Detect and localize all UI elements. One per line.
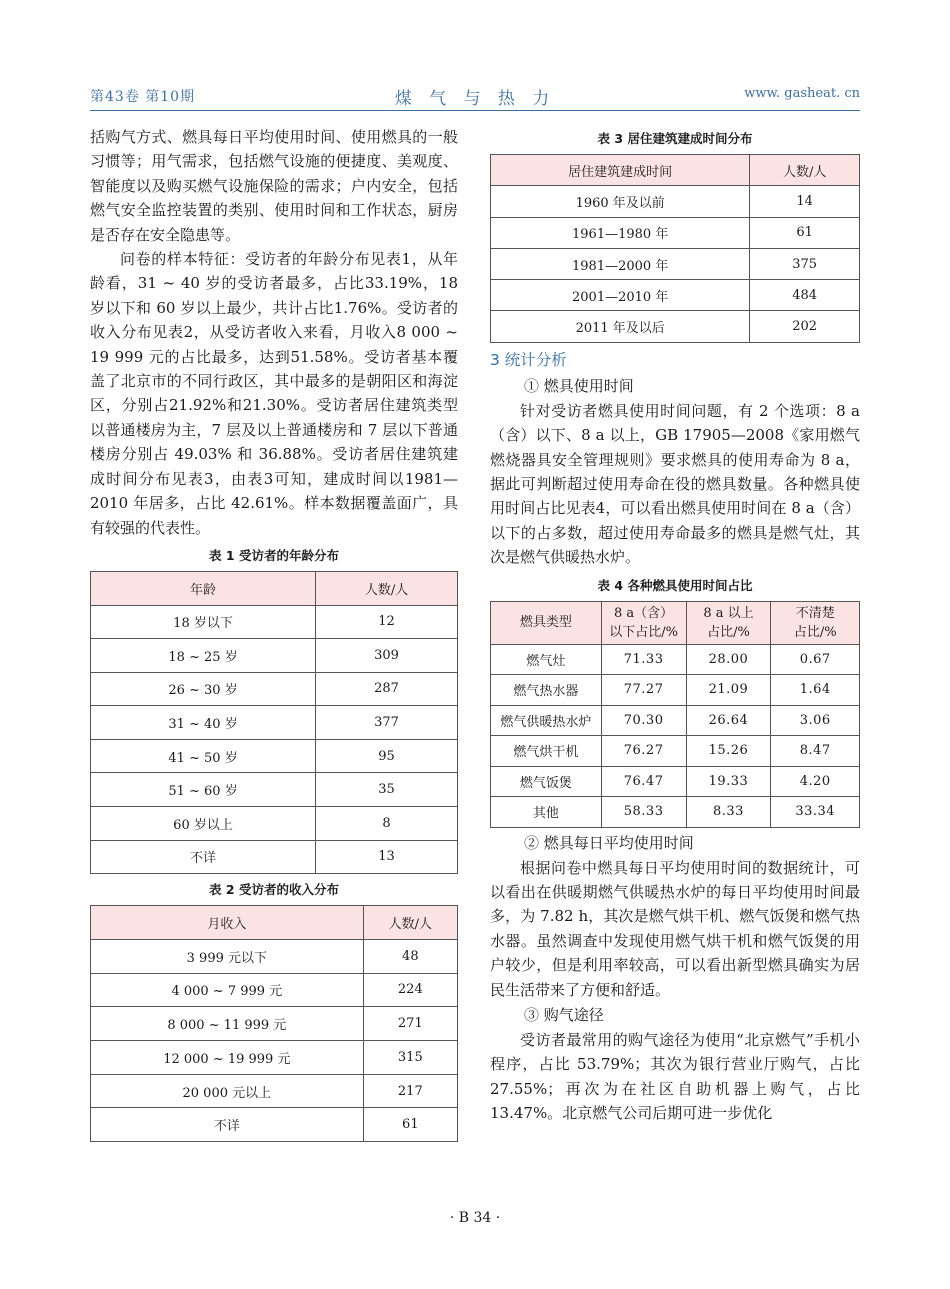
table2-caption: 表 2 受访者的收入分布 bbox=[209, 882, 339, 898]
table1-cell: 377 bbox=[316, 706, 458, 740]
table4-cell: 71.33 bbox=[601, 644, 686, 675]
table4-cell: 76.27 bbox=[601, 736, 686, 767]
table2-row bbox=[91, 1041, 458, 1075]
table2-cell: 不详 bbox=[91, 1108, 364, 1142]
table4-header-unknown: 不清楚 占比/% bbox=[771, 601, 860, 644]
table4-cell: 58.33 bbox=[601, 797, 686, 828]
table1-cell: 309 bbox=[316, 639, 458, 673]
table1-row bbox=[91, 639, 458, 673]
subheading-purchase-channel: ③ 购气途径 bbox=[524, 1006, 604, 1025]
table4-cell: 4.20 bbox=[771, 766, 860, 797]
table3-cell: 1961—1980 年 bbox=[491, 217, 750, 248]
appliance-usage-table bbox=[490, 601, 860, 828]
table2-cell: 3 999 元以下 bbox=[91, 939, 364, 973]
table1-cell: 26 ~ 30 岁 bbox=[91, 672, 316, 706]
table1-cell: 13 bbox=[316, 840, 458, 874]
table1-cell: 51 ~ 60 岁 bbox=[91, 773, 316, 807]
table1-body bbox=[91, 605, 458, 874]
journal-title: 煤 气 与 热 力 bbox=[394, 89, 556, 109]
table3-row bbox=[491, 248, 860, 279]
table4-header-under8: 8 a（含） 以下占比/% bbox=[601, 601, 686, 644]
table2-cell: 20 000 元以上 bbox=[91, 1074, 364, 1108]
table4-cell: 19.33 bbox=[686, 766, 771, 797]
table2-cell: 224 bbox=[363, 973, 457, 1007]
table2-row bbox=[91, 973, 458, 1007]
table4-cell: 76.47 bbox=[601, 766, 686, 797]
table1-cell: 95 bbox=[316, 739, 458, 773]
website-link[interactable]: www. gasheat. cn bbox=[744, 86, 860, 101]
subheading-usage-time: ① 燃具使用时间 bbox=[524, 376, 634, 395]
table4-header-type: 燃具类型 bbox=[491, 601, 602, 644]
table2-cell: 271 bbox=[363, 1007, 457, 1041]
table3-row bbox=[491, 280, 860, 311]
table1-row bbox=[91, 807, 458, 841]
table2-cell: 4 000 ~ 7 999 元 bbox=[91, 973, 364, 1007]
table2-cell: 12 000 ~ 19 999 元 bbox=[91, 1041, 364, 1075]
table4-body bbox=[491, 644, 860, 827]
section-heading-statistics: 3 统计分析 bbox=[490, 350, 567, 369]
table4-cell: 33.34 bbox=[771, 797, 860, 828]
table1-cell: 31 ~ 40 岁 bbox=[91, 706, 316, 740]
table4-cell: 燃气烘干机 bbox=[491, 736, 602, 767]
table1-row bbox=[91, 739, 458, 773]
table2-cell: 217 bbox=[363, 1074, 457, 1108]
table2-row bbox=[91, 1007, 458, 1041]
table4-cell: 21.09 bbox=[686, 675, 771, 706]
table4-row bbox=[491, 644, 860, 675]
paragraph-survey-content: 括购气方式、燃具每日平均使用时间、使用燃具的一般习惯等；用气需求，包括燃气设施的便捷度、美观度、智能度以及购买燃气设施保险的需求；户内安全，包括燃气安全监控装置的类别、使用时间和工作状态，厨房是否存在安全隐患等。 bbox=[90, 128, 458, 244]
table4-cell: 8.33 bbox=[686, 797, 771, 828]
table1-cell: 18 ~ 25 岁 bbox=[91, 639, 316, 673]
table1-header-age: 年龄 bbox=[91, 571, 316, 605]
table4-row bbox=[491, 736, 860, 767]
table1-cell: 不详 bbox=[91, 840, 316, 874]
table2-cell: 48 bbox=[363, 939, 457, 973]
table1-caption: 表 1 受访者的年龄分布 bbox=[209, 547, 339, 563]
table4-cell: 26.64 bbox=[686, 705, 771, 736]
table4-row bbox=[491, 797, 860, 828]
table3-cell: 2001—2010 年 bbox=[491, 280, 750, 311]
table3-cell: 14 bbox=[750, 186, 860, 217]
table3-cell: 2011 年及以后 bbox=[491, 311, 750, 342]
table4-cell: 77.27 bbox=[601, 675, 686, 706]
paragraph-daily-usage: 根据问卷中燃具每日平均使用时间的数据统计，可以看出在供暖期燃气供暖热水炉的每日平均使用时间最多，为 7.82 h，其次是燃气烘干机、燃气饭煲和燃气热水器。虽然调查中发现使用燃气烘干机和燃气饭煲的用户较少，但是利用率较高，可以看出新型燃具确实为居民生活带来了方便和舒适。 bbox=[490, 858, 860, 999]
table3-cell: 484 bbox=[750, 280, 860, 311]
table2-row bbox=[91, 1074, 458, 1108]
table1-cell: 287 bbox=[316, 672, 458, 706]
table2-cell: 315 bbox=[363, 1041, 457, 1075]
table2-cell: 8 000 ~ 11 999 元 bbox=[91, 1007, 364, 1041]
right-column bbox=[490, 125, 860, 1126]
table4-cell: 15.26 bbox=[686, 736, 771, 767]
table4-row bbox=[491, 705, 860, 736]
income-distribution-table bbox=[90, 905, 458, 1142]
table1-cell: 41 ~ 50 岁 bbox=[91, 739, 316, 773]
table1-cell: 12 bbox=[316, 605, 458, 639]
age-distribution-table bbox=[90, 571, 458, 874]
table4-cell: 3.06 bbox=[771, 705, 860, 736]
table4-row bbox=[491, 766, 860, 797]
table4-cell: 0.67 bbox=[771, 644, 860, 675]
table1-row bbox=[91, 672, 458, 706]
table1-row bbox=[91, 840, 458, 874]
table1-cell: 18 岁以下 bbox=[91, 605, 316, 639]
table4-cell: 燃气热水器 bbox=[491, 675, 602, 706]
table4-cell: 其他 bbox=[491, 797, 602, 828]
table4-cell: 燃气供暖热水炉 bbox=[491, 705, 602, 736]
table2-row bbox=[91, 939, 458, 973]
table2-row bbox=[91, 1108, 458, 1142]
building-age-table bbox=[490, 154, 860, 343]
table3-cell: 375 bbox=[750, 248, 860, 279]
page-header bbox=[90, 86, 860, 112]
table2-cell: 61 bbox=[363, 1108, 457, 1142]
table4-cell: 燃气灶 bbox=[491, 644, 602, 675]
subheading-daily-usage: ② 燃具每日平均使用时间 bbox=[524, 833, 694, 852]
table4-cell: 燃气饭煲 bbox=[491, 766, 602, 797]
table1-header-count: 人数/人 bbox=[316, 571, 458, 605]
table3-row bbox=[491, 217, 860, 248]
table1-row bbox=[91, 605, 458, 639]
table4-cell: 70.30 bbox=[601, 705, 686, 736]
table3-body bbox=[491, 186, 860, 342]
paragraph-usage-time: 针对受访者燃具使用时间问题，有 2 个选项：8 a（含）以下、8 a 以上，GB 17905—2008《家用燃气燃烧器具安全管理规则》要求燃具的使用寿命为 8 a，据此可判断超过使用寿命在役的燃具数量。各种燃具使用时间占比见表4，可以看出燃具使用时间在 8 a（含）以下的占多数，超过使用寿命最多的燃具是燃气灶，其次是燃气供暖热水炉。 bbox=[490, 401, 860, 567]
left-column bbox=[90, 125, 458, 1142]
page-number: · B 34 · bbox=[449, 1210, 501, 1226]
header-rule bbox=[90, 110, 860, 111]
table4-header-over8: 8 a 以上 占比/% bbox=[686, 601, 771, 644]
table4-caption: 表 4 各种燃具使用时间占比 bbox=[597, 577, 753, 593]
table3-row bbox=[491, 186, 860, 217]
paragraph-sample-features: 问卷的样本特征：受访者的年龄分布见表1，从年龄看，31 ~ 40 岁的受访者最多，占比33.19%，18 岁以下和 60 岁以上最少，共计占比1.76%。受访者的收入分布见表2，从受访者收入来看，月收入8 000 ~ 19 999 元的占比最多，达到51.58%。受访者基本覆盖了北京市的不同行政区，其中最多的是朝阳区和海淀区，分别占21.92%和21.30%。受访者居住建筑类型以普通楼房为主，7 层及以上普通楼房和 7 层以下普通楼房分别占 49.03% 和 36.88%。受访者居住建筑建成时间分布见表3，由表3可知，建成时间以1981—2010 年居多，占比 42.61%。样本数据覆盖面广，具有较强的代表性。 bbox=[90, 250, 458, 537]
table3-cell: 61 bbox=[750, 217, 860, 248]
table3-cell: 1960 年及以前 bbox=[491, 186, 750, 217]
table4-cell: 28.00 bbox=[686, 644, 771, 675]
journal-issue: 第43卷 第10期 bbox=[90, 89, 196, 105]
table2-header-count: 人数/人 bbox=[363, 906, 457, 940]
table1-row bbox=[91, 773, 458, 807]
table3-cell: 202 bbox=[750, 311, 860, 342]
table2-body bbox=[91, 939, 458, 1141]
table1-cell: 60 岁以上 bbox=[91, 807, 316, 841]
table4-cell: 1.64 bbox=[771, 675, 860, 706]
paragraph-purchase-channel: 受访者最常用的购气途径为使用“北京燃气”手机小程序，占比 53.79%；其次为银行营业厅购气，占比 27.55%；再次为在社区自助机器上购气，占比 13.47%。北京燃气公司后期可进一步优化 bbox=[490, 1031, 860, 1123]
table4-cell: 8.47 bbox=[771, 736, 860, 767]
table1-row bbox=[91, 706, 458, 740]
table3-header-count: 人数/人 bbox=[750, 155, 860, 186]
table1-cell: 35 bbox=[316, 773, 458, 807]
table3-header-period: 居住建筑建成时间 bbox=[491, 155, 750, 186]
table3-cell: 1981—2000 年 bbox=[491, 248, 750, 279]
table3-row bbox=[491, 311, 860, 342]
table1-cell: 8 bbox=[316, 807, 458, 841]
table2-header-income: 月收入 bbox=[91, 906, 364, 940]
table3-caption: 表 3 居住建筑建成时间分布 bbox=[597, 131, 753, 146]
table4-row bbox=[491, 675, 860, 706]
